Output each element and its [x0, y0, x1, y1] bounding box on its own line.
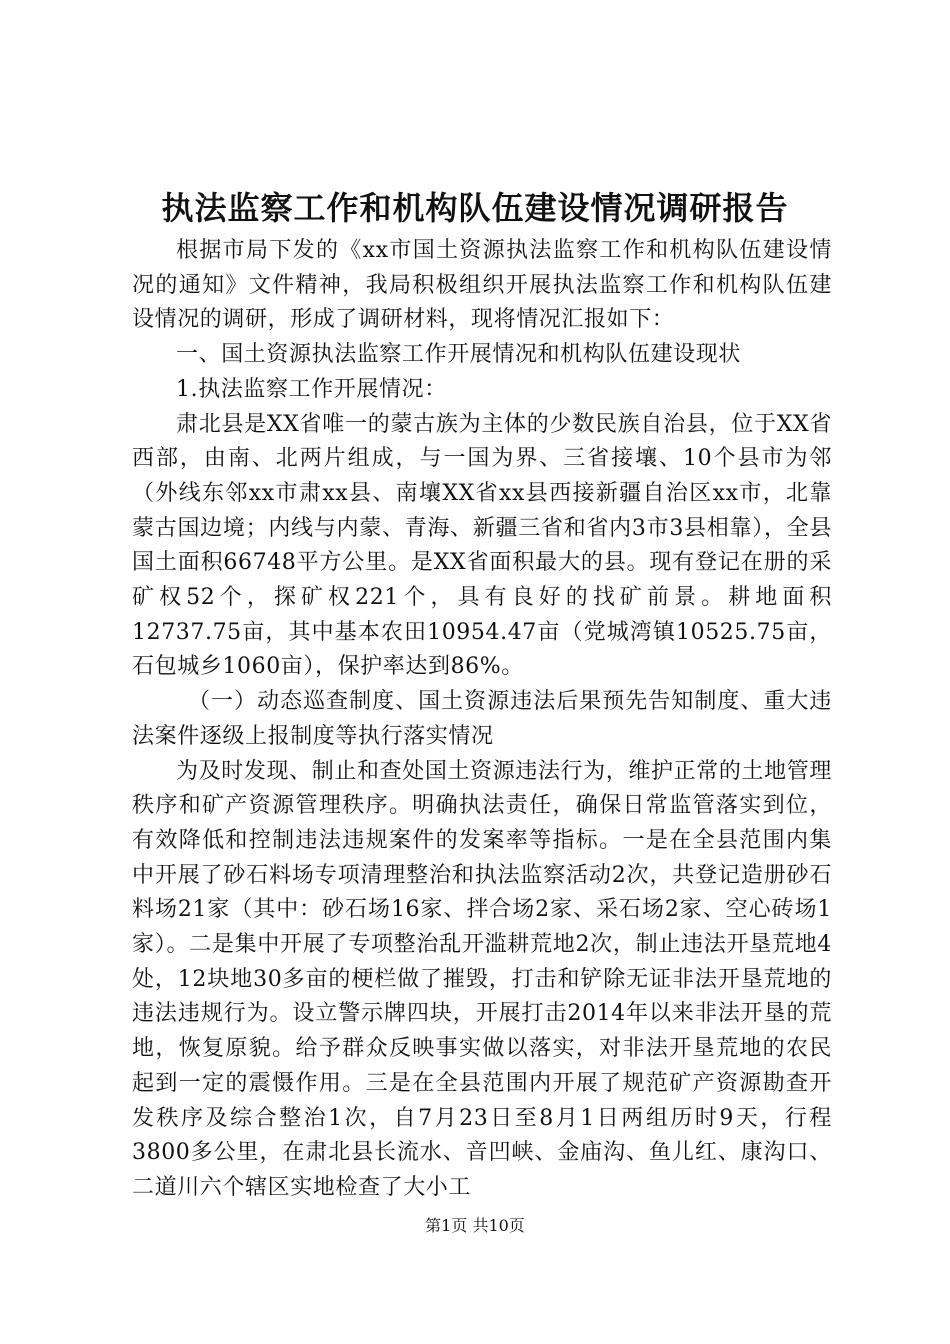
document-body [132, 234, 832, 1206]
page-footer: 第1页 共10页 [425, 1216, 525, 1235]
paragraph-intro: 根据市局下发的《xx市国土资源执法监察工作和机构队伍建设情况的通知》文件精神，我局积极组织开展执法监察工作和机构队伍建设情况的调研，形成了调研材料，现将情况汇报如下： [132, 238, 832, 333]
paragraph-county-overview: 肃北县是XX省唯一的蒙古族为主体的少数民族自治县，位于XX省西部，由南、北两片组成，与一国为界、三省接壤、10个县市为邻（外线东邻xx市肃xx县、南壤XX省xx县西接新疆自治区xx市，北靠蒙古国边境；内线与内蒙、青海、新疆三省和省内3市3县相靠），全县国土面积66748平方公里。是XX省面积最大的县。现有登记在册的采矿权52个，探矿权221个，具有良好的找矿前景。耕地面积12737.75亩，其中基本农田10954.47亩（党城湾镇10525.75亩，石包城乡1060亩），保护率达到86%。 [132, 411, 832, 680]
paragraph-enforcement-actions: 为及时发现、制止和查处国土资源违法行为，维护正常的土地管理秩序和矿产资源管理秩序。明确执法责任，确保日常监管落实到位，有效降低和控制违法违规案件的发案率等指标。一是在全县范围内集中开展了砂石料场专项清理整治和执法监察活动2次，共登记造册砂石料场21家（其中：砂石场16家、拌合场2家、采石场2家、空心砖场1家）。二是集中开展了专项整治乱开滥耕荒地2次，制止违法开垦荒地4处，12块地30多亩的梗栏做了摧毁，打击和铲除无证非法开垦荒地的违法违规行为。设立警示牌四块，开展打击2014年以来非法开垦的荒地，恢复原貌。给予群众反映事实做以落实，对非法开垦荒地的农民起到一定的震慑作用。三是在全县范围内开展了规范矿产资源勘查开发秩序及综合整治1次，自7月23日至8月1日两组历时9天，行程3800多公里，在肃北县长流水、音凹峡、金庙沟、鱼儿红、康沟口、二道川六个辖区实地检查了大小工 [132, 758, 832, 1200]
subsection-heading-system: （一）动态巡查制度、国土资源违法后果预先告知制度、重大违法案件逐级上报制度等执行落实情况 [132, 689, 832, 749]
subsection-heading-1: 1.执法监察工作开展情况： [176, 376, 447, 402]
document-title: 执法监察工作和机构队伍建设情况调研报告 [161, 189, 789, 227]
section-heading-1: 一、国土资源执法监察工作开展情况和机构队伍建设现状 [176, 342, 742, 368]
